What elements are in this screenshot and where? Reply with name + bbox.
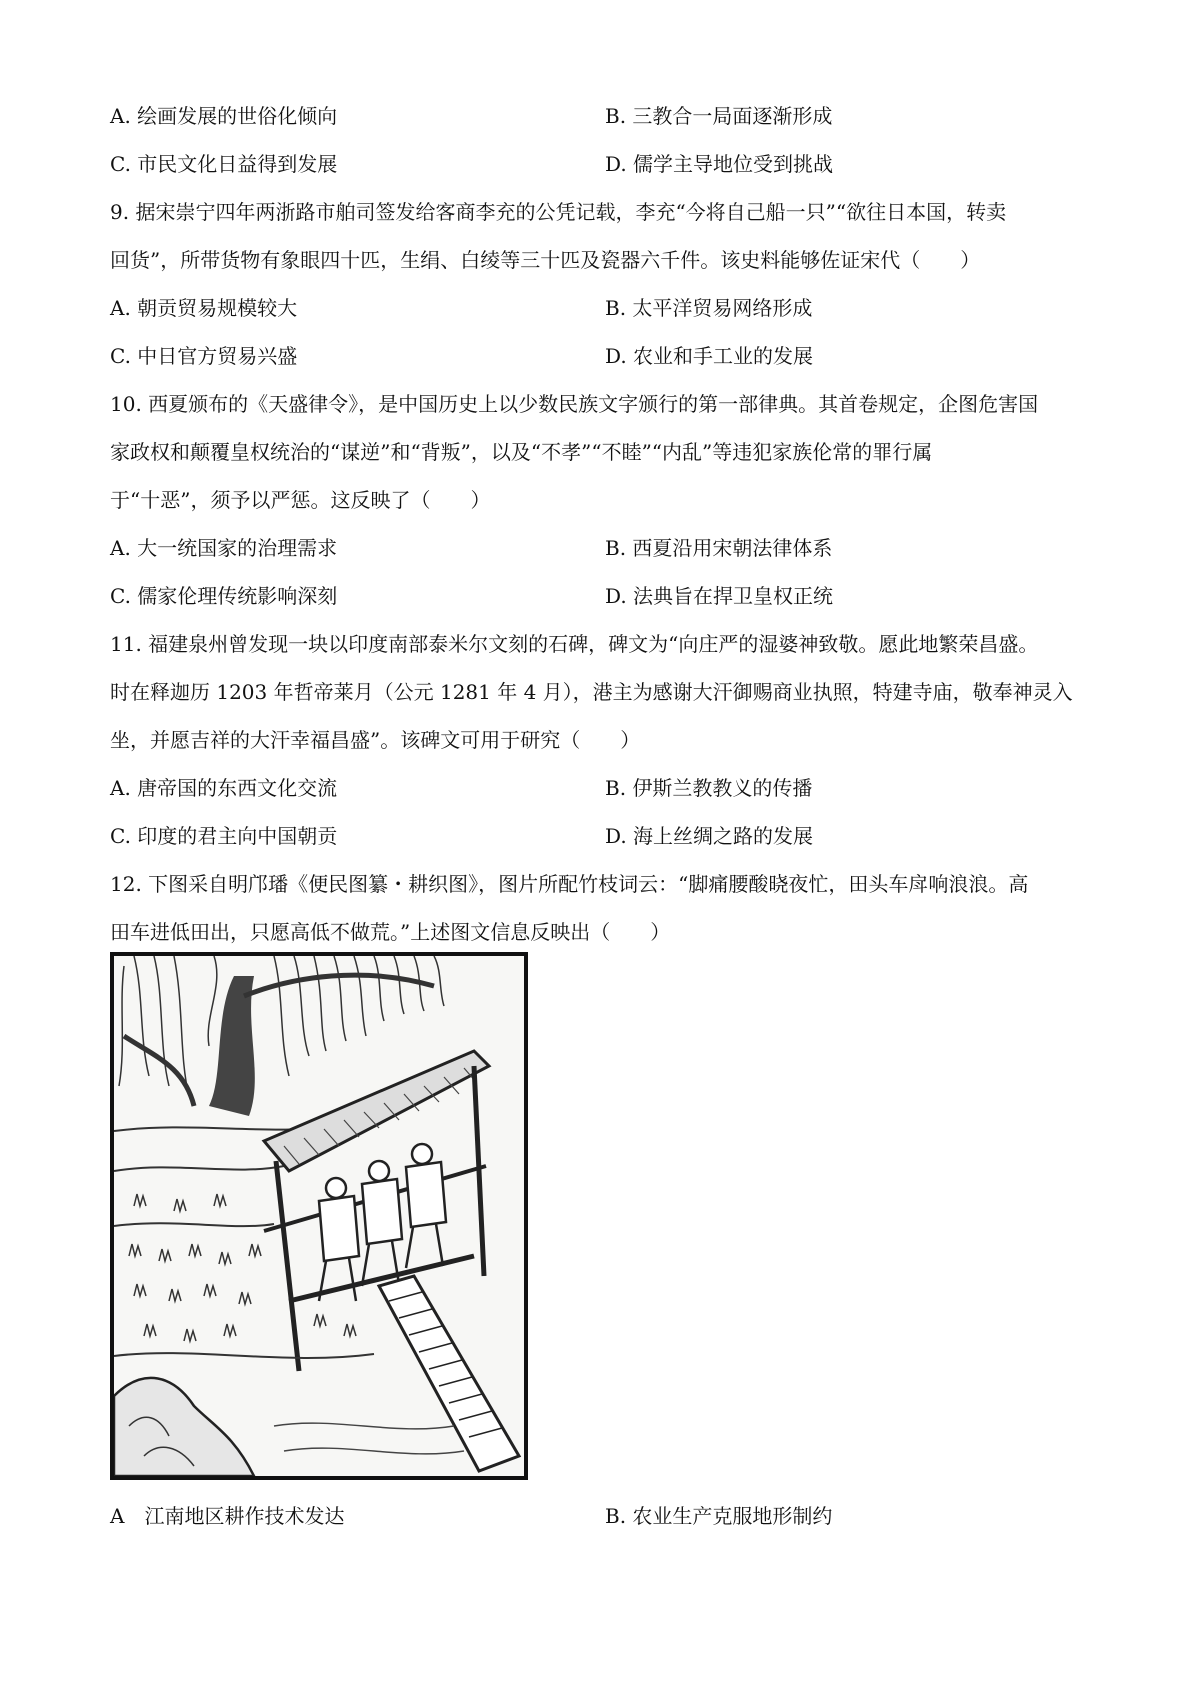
q8-option-d: D. 儒学主导地位受到挑战	[605, 152, 834, 176]
q10-option-c: C. 儒家伦理传统影响深刻	[110, 584, 338, 608]
q8-option-a: A. 绘画发展的世俗化倾向	[110, 104, 338, 128]
q8-option-c: C. 市民文化日益得到发展	[110, 152, 338, 176]
q10-option-b: B. 西夏沿用宋朝法律体系	[605, 536, 833, 560]
woodcut-image	[114, 956, 524, 1476]
q12-stem-line1: 12. 下图采自明邝璠《便民图纂・耕织图》，图片所配竹枝词云：“脚痛腰酸晓夜忙，田头车戽响浪浪。高	[110, 872, 1029, 896]
q8-option-b: B. 三教合一局面逐渐形成	[605, 104, 833, 128]
q11-option-b: B. 伊斯兰教教义的传播	[605, 776, 813, 800]
q9-option-a: A. 朝贡贸易规模较大	[110, 296, 298, 320]
q9-option-d: D. 农业和手工业的发展	[605, 344, 814, 368]
q10-stem-line3: 于“十恶”，须予以严惩。这反映了（ ）	[110, 488, 491, 512]
q11-stem-line1: 11. 福建泉州曾发现一块以印度南部泰米尔文刻的石碑，碑文为“向庄严的湿婆神致敬。愿此地繁荣昌盛。	[110, 632, 1039, 656]
q11-option-d: D. 海上丝绸之路的发展	[605, 824, 814, 848]
q10-option-a: A. 大一统国家的治理需求	[110, 536, 338, 560]
q11-stem-line2: 时在释迦历 1203 年哲帝莱月（公元 1281 年 4 月），港主为感谢大汗御赐商业执照，特建寺庙，敬奉神灵入	[110, 680, 1073, 704]
q11-option-a: A. 唐帝国的东西文化交流	[110, 776, 338, 800]
q11-stem-line3: 坐，并愿吉祥的大汗幸福昌盛”。该碑文可用于研究（ ）	[110, 728, 641, 752]
q12-option-b: B. 农业生产克服地形制约	[605, 1504, 833, 1528]
gengzhi-illustration	[110, 952, 528, 1480]
q9-stem-line2: 回货”，所带货物有象眼四十匹，生绢、白绫等三十匹及瓷器六千件。该史料能够佐证宋代（ ）	[110, 248, 981, 272]
q9-option-c: C. 中日官方贸易兴盛	[110, 344, 298, 368]
q11-option-c: C. 印度的君主向中国朝贡	[110, 824, 338, 848]
q12-option-a: A 江南地区耕作技术发达	[110, 1504, 345, 1528]
q9-stem-line1: 9. 据宋崇宁四年两浙路市舶司签发给客商李充的公凭记载，李充“今将自己船一只”“欲往日本国，转卖	[110, 200, 1007, 224]
q10-option-d: D. 法典旨在捍卫皇权正统	[605, 584, 834, 608]
q9-option-b: B. 太平洋贸易网络形成	[605, 296, 813, 320]
q10-stem-line2: 家政权和颠覆皇权统治的“谋逆”和“背叛”，以及“不孝”“不睦”“内乱”等违犯家族伦常的罪行属	[110, 440, 933, 464]
q12-stem-line2: 田车进低田出，只愿高低不做荒。”上述图文信息反映出（ ）	[110, 920, 671, 944]
q10-stem-line1: 10. 西夏颁布的《天盛律令》，是中国历史上以少数民族文字颁行的第一部律典。其首卷规定，企图危害国	[110, 392, 1039, 416]
